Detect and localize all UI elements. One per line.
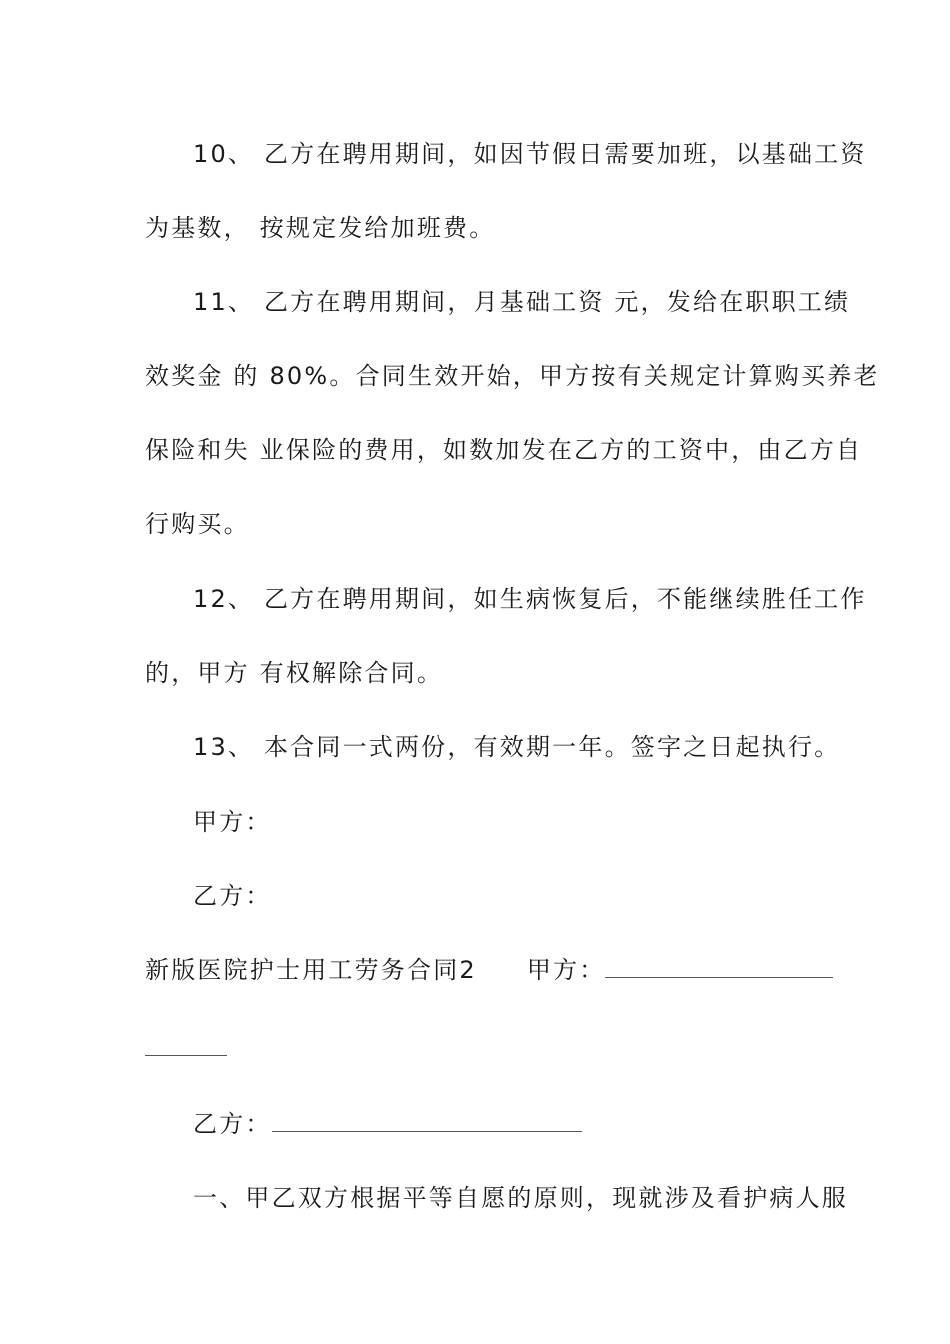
clause-10-line-1: 10、 乙方在聘用期间，如因节假日需要加班，以基础工资 <box>193 140 867 168</box>
party-a-signature-label: 甲方： <box>193 808 272 836</box>
clause-10-line-2: 为基数， 按规定发给加班费。 <box>145 214 496 242</box>
clause-13-line-1: 13、 本合同一式两份，有效期一年。签字之日起执行。 <box>193 733 841 761</box>
clause-12-line-2: 的，甲方 有权解除合同。 <box>145 659 444 687</box>
party-b-line <box>193 1108 858 1140</box>
party-a-label: 甲方： <box>526 956 606 984</box>
clause-11-line-2: 效奖金 的 80%。合同生效开始，甲方按有关规定计算购买养老 <box>145 362 880 390</box>
clause-11-line-4: 行购买。 <box>145 510 250 538</box>
section-1-line-1: 一、甲乙双方根据平等自愿的原则，现就涉及看护病人服 <box>193 1184 848 1212</box>
party-a-blank-continuation <box>145 1055 227 1056</box>
clause-12-line-1: 12、 乙方在聘用期间，如生病恢复后，不能继续胜任工作 <box>193 585 867 613</box>
contract-title-line <box>145 954 810 986</box>
party-a-blank <box>605 955 833 978</box>
party-b-label: 乙方： <box>193 1110 272 1138</box>
clause-11-line-3: 保险和失 业保险的费用，如数加发在乙方的工资中，由乙方自 <box>145 436 863 464</box>
clause-11-line-1: 11、 乙方在聘用期间，月基础工资 元，发给在职职工绩 <box>193 288 851 316</box>
party-b-blank <box>272 1109 582 1132</box>
contract-title: 新版医院护士用工劳务合同2 <box>145 956 477 984</box>
party-b-signature-label: 乙方： <box>193 882 272 910</box>
